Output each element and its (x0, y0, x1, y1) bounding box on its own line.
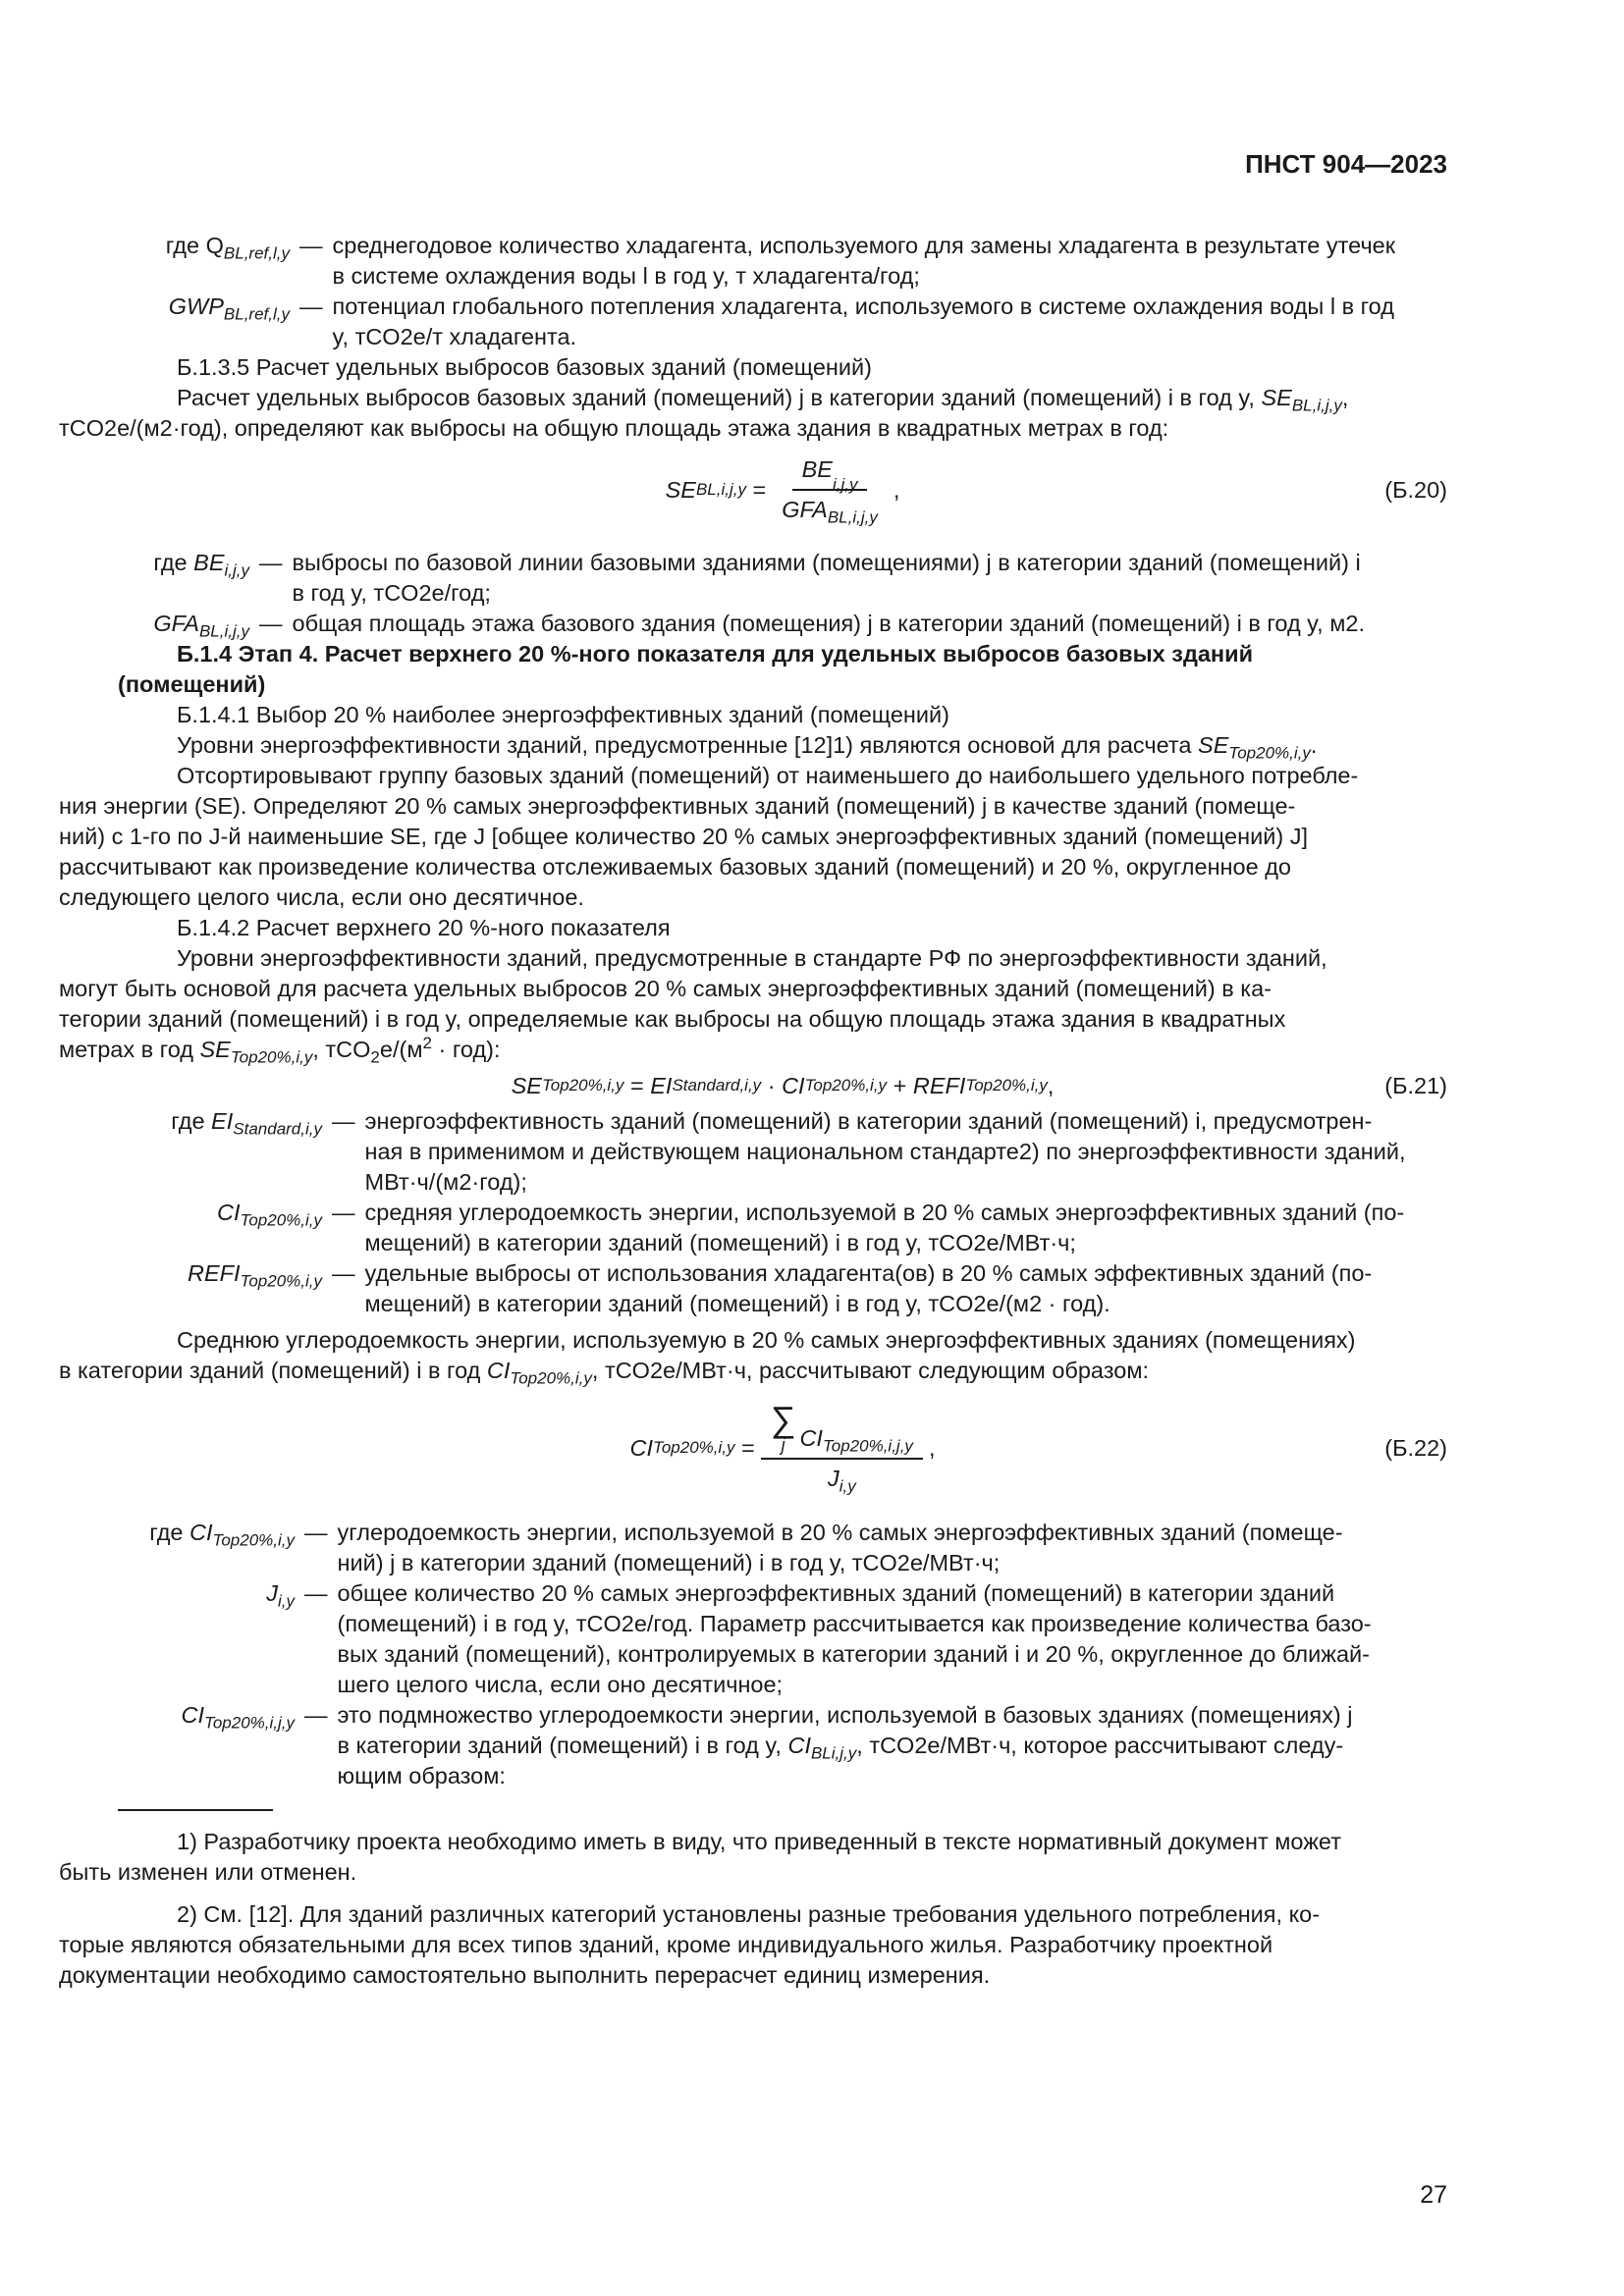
paragraph: Уровни энергоэффективности зданий, предусмотренные в стандарте РФ по энергоэффективности зданий, могут быть основой для расчета удельных выбросов 20 % самых энергоэффективных зданий (помещений) в ка- тегории зданий (помещений) i в год y, определяемые как выбросы на общую площадь этажа здания в квадратных метрах в год $SE_{Top20\%,i,y}$, $тCO_2e/(м^2 \cdot год)$: (59, 945, 1327, 1067)
footnote-line: 2) См. [12]. Для зданий различных категорий установлены разные требования удельного потребления, ко- (177, 1901, 1321, 1927)
definition-gwp (118, 292, 1447, 352)
definition-text (338, 1518, 1448, 1578)
heading-line: (помещений) (118, 671, 266, 697)
formula-number: (Б.22) (1384, 1434, 1447, 1461)
em-dash: — (259, 550, 283, 575)
def-line: среднегодовое количество хладагента, используемого для замены хладагента в результате утечек (332, 233, 1396, 258)
formula-b22 (118, 1386, 1447, 1510)
def-line: ний) j в категории зданий (помещений) i в год y, тCO2e/МВт·ч; (337, 1550, 1001, 1575)
definition-term: $CI_{Top20\%,i,y}$ (217, 1200, 322, 1230)
def-line: энергоэффективность зданий (помещений) в категории зданий (помещений) i, предусмотрен- (364, 1108, 1373, 1134)
formula-expression: SE BL,i,j,y = BE i,j,y $GFA_{BL,i,j,y}$ , (665, 456, 900, 527)
definition-term: где $BE_{i,j,y}$ (153, 550, 249, 580)
text-line: тегории зданий (помещений) i в год y, определяемые как выбросы на общую площадь этажа здания в квадратных (59, 1006, 1286, 1032)
definition-ei (118, 1106, 1447, 1198)
paragraph: Расчет удельных выбросов базовых зданий (помещений) j в категории зданий (помещений) i в год y, $SE_{BL,i,j,y}$, тCO2e/(м2·год), определяют как выбросы на общую площадь этажа здания в квадратных метрах в год: (59, 385, 1349, 441)
em-dash: — (299, 233, 323, 258)
sum-symbol: ∑ j (770, 1398, 796, 1455)
definition-term: где $Q_{BL,ref,l,y}$ (165, 233, 290, 263)
paragraph: Среднюю углеродоемкость энергии, используемую в 20 % самых энергоэффективных зданиях (помещениях) в категории зданий (помещений) i в год $CI_{Top20\%,i,y}$, тCO2e/МВт·ч, рассчитывают следующим образом: (59, 1327, 1356, 1388)
definition-ci-ijy (118, 1700, 1447, 1791)
definition-term: $GFA_{BL,i,j,y}$ (153, 611, 249, 641)
em-dash: — (332, 1200, 355, 1225)
definition-gfa (118, 609, 1447, 639)
definition-term: $GWP_{BL,ref,l,y}$ (168, 294, 290, 324)
text-line: тCO2e/(м2·год), определяют как выбросы на общую площадь этажа здания в квадратных метрах в год: (59, 415, 1169, 441)
def-line: (помещений) i в год y, тCO2e/год. Параметр рассчитывается как произведение количества базо- (337, 1611, 1372, 1636)
def-line: шего целого числа, если оно десятичное; (337, 1672, 784, 1697)
section-heading (118, 639, 1447, 700)
definition-text (365, 1258, 1448, 1319)
definition-text (365, 1198, 1448, 1258)
definition-text (333, 292, 1448, 352)
def-line: средняя углеродоемкость энергии, используемой в 20 % самых энергоэффективных зданий (по- (364, 1200, 1405, 1225)
subsection-title: Б.1.3.5 Расчет удельных выбросов базовых зданий (помещений) (177, 354, 872, 380)
def-line: в категории зданий (помещений) i в год y, (337, 1733, 782, 1758)
lead-word: где (165, 233, 200, 258)
definition-refi (118, 1258, 1447, 1319)
text-line: тCO2e/МВт·ч, рассчитывают следующим образом: (604, 1358, 1150, 1383)
em-dash: — (259, 611, 283, 636)
definition-term: $REFI_{Top20\%,i,y}$ (187, 1260, 322, 1291)
def-line: выбросы по базовой линии базовыми зданиями (помещениями) j в категории зданий (помещений) i (292, 550, 1361, 575)
subsection-title: Б.1.4.2 Расчет верхнего 20 %-ного показателя (177, 915, 671, 940)
def-line: вых зданий (помещений), контролируемых в категории зданий i и 20 %, округленное до ближай- (337, 1641, 1370, 1667)
definition-term: где $EI_{Standard,i,y}$ (171, 1108, 322, 1139)
def-line: углеродоемкость энергии, используемой в 20 % самых энергоэффективных зданий (помеще- (337, 1520, 1343, 1545)
fraction: BE i,j,y $GFA_{BL,i,j,y}$ (782, 456, 878, 527)
footnote-2 (59, 1899, 1447, 1991)
formula-expression: SE Top20%,i,y = EI Standard,i,y · CI Top20%,i,y + REFI Top20%,i,y , (511, 1072, 1055, 1098)
text-line: Уровни энергоэффективности зданий, предусмотренные в стандарте РФ по энергоэффективности зданий, (177, 945, 1327, 971)
footnote-1 (59, 1827, 1447, 1888)
formula-expression: CI Top20%,i,y = ∑ j $CI_{Top20\%,i,j,y}$ $J_{i,y}$ , (629, 1398, 936, 1496)
def-line: потенциал глобального потепления хладагента, используемого в системе охлаждения воды l в год (332, 294, 1394, 319)
text-line: могут быть основой для расчета удельных выбросов 20 % самых энергоэффективных зданий (помещений) в ка- (59, 976, 1272, 1001)
footnote-line: быть изменен или отменен. (59, 1859, 357, 1885)
em-dash: — (304, 1702, 328, 1728)
definition-q (118, 231, 1447, 292)
definition-text: это подмножество углеродоемкости энергии, используемой в базовых зданиях (помещениях) j в категории зданий (помещений) i в год y, $CI_{BLi,j,y}$, тCO2e/МВт·ч, которое рассчитывают следу- ющим образом: (337, 1702, 1353, 1789)
heading-line: Б.1.4 Этап 4. Расчет верхнего 20 %-ного показателя для удельных выбросов базовых зданий (177, 641, 1254, 667)
page-body (59, 231, 1447, 2002)
def-line: это подмножество углеродоемкости энергии, используемой в базовых зданиях (помещениях) j (337, 1702, 1353, 1728)
definition-ci-top (118, 1518, 1447, 1578)
def-line: мещений) в категории зданий (помещений) i в год y, тCO2e/МВт·ч; (364, 1230, 1076, 1255)
text-line: ния энергии (SE). Определяют 20 % самых энергоэффективных зданий (помещений) j в качестве зданий (помеще- (59, 793, 1296, 819)
def-line: тCO2e/МВт·ч, которое рассчитывают следу- (869, 1733, 1344, 1758)
page-number: 27 (1420, 2181, 1447, 2209)
definition-text: общая площадь этажа базового здания (помещения) j в категории зданий (помещений) i в год y, м2. (292, 611, 1365, 636)
formula-b21 (118, 1065, 1447, 1106)
text-line: метрах в год (59, 1037, 193, 1062)
def-line: в год y, тCO2e/год; (292, 580, 491, 606)
footnote-separator (118, 1809, 273, 1811)
formula-b20 (118, 444, 1447, 536)
formula-number: (Б.21) (1384, 1072, 1447, 1098)
definition-be (118, 548, 1447, 609)
definition-text (365, 1106, 1448, 1198)
def-line: мещений) в категории зданий (помещений) i в год y, тCO2e/(м2 · год). (364, 1291, 1110, 1316)
em-dash: — (304, 1520, 328, 1545)
text-line: ний) с 1-го по J-й наименьшие SE, где J [общее количество 20 % самых энергоэффективных зданий (помещений) J] (59, 824, 1308, 849)
text-line: Уровни энергоэффективности зданий, предусмотренные [12]1) являются основой для расчета (177, 732, 1192, 758)
def-line: в системе охлаждения воды l в год y, т хладагента/год; (332, 263, 920, 289)
em-dash: — (304, 1580, 328, 1606)
text-line: следующего целого числа, если оно десятичное. (59, 884, 584, 910)
definition-text (338, 1578, 1448, 1700)
document-header: ПНСТ 904—2023 (1245, 149, 1447, 179)
em-dash: — (299, 294, 323, 319)
def-line: удельные выбросы от использования хладагента(ов) в 20 % самых эффективных зданий (по- (364, 1260, 1373, 1286)
text-line: Расчет удельных выбросов базовых зданий (помещений) j в категории зданий (помещений) i в год y, (177, 385, 1255, 410)
def-line: ная в применимом и действующем национальном стандарте2) по энергоэффективности зданий, (364, 1139, 1406, 1164)
em-dash: — (332, 1260, 355, 1286)
footnote-line: торые являются обязательными для всех типов зданий, кроме индивидуального жилья. Разработчику проектной (59, 1932, 1273, 1957)
subsection-title: Б.1.4.1 Выбор 20 % наиболее энергоэффективных зданий (помещений) (177, 702, 949, 727)
def-line: y, тCO2e/т хладагента. (332, 324, 577, 349)
paragraph: Уровни энергоэффективности зданий, предусмотренные [12]1) являются основой для расчета $SE_{Top20\%,i,y}$. (177, 732, 1318, 763)
definition-term: $CI_{Top20\%,i,j,y}$ (181, 1702, 295, 1733)
definition-term: $J_{i,y}$ (266, 1580, 295, 1611)
text-line: Отсортировывают группу базовых зданий (помещений) от наименьшего до наибольшего удельного потребле- (177, 763, 1359, 788)
footnote-line: 1) Разработчику проекта необходимо иметь в виду, что приведенный в тексте нормативный документ может (177, 1829, 1341, 1854)
definition-text (293, 548, 1448, 609)
footnote-line: документации необходимо самостоятельно выполнить перерасчет единиц измерения. (59, 1962, 991, 1988)
paragraph (59, 761, 1447, 913)
def-line: ющим образом: (337, 1763, 506, 1789)
text-line: рассчитывают как произведение количества отслеживаемых базовых зданий (помещений) и 20 %, округленное до (59, 854, 1291, 880)
definition-text (333, 231, 1448, 292)
def-line: общее количество 20 % самых энергоэффективных зданий (помещений) в категории зданий (337, 1580, 1335, 1606)
definition-term: где $CI_{Top20\%,i,y}$ (149, 1520, 295, 1550)
def-line: МВт·ч/(м2·год); (364, 1169, 527, 1195)
em-dash: — (332, 1108, 355, 1134)
definition-ci (118, 1198, 1447, 1258)
fraction: ∑ j $CI_{Top20\%,i,j,y}$ $J_{i,y}$ (761, 1403, 923, 1494)
definition-j (118, 1578, 1447, 1700)
text-line: в категории зданий (помещений) i в год (59, 1358, 481, 1383)
text-line: Среднюю углеродоемкость энергии, используемую в 20 % самых энергоэффективных зданиях (помещениях) (177, 1327, 1356, 1353)
formula-number: (Б.20) (1384, 476, 1447, 503)
